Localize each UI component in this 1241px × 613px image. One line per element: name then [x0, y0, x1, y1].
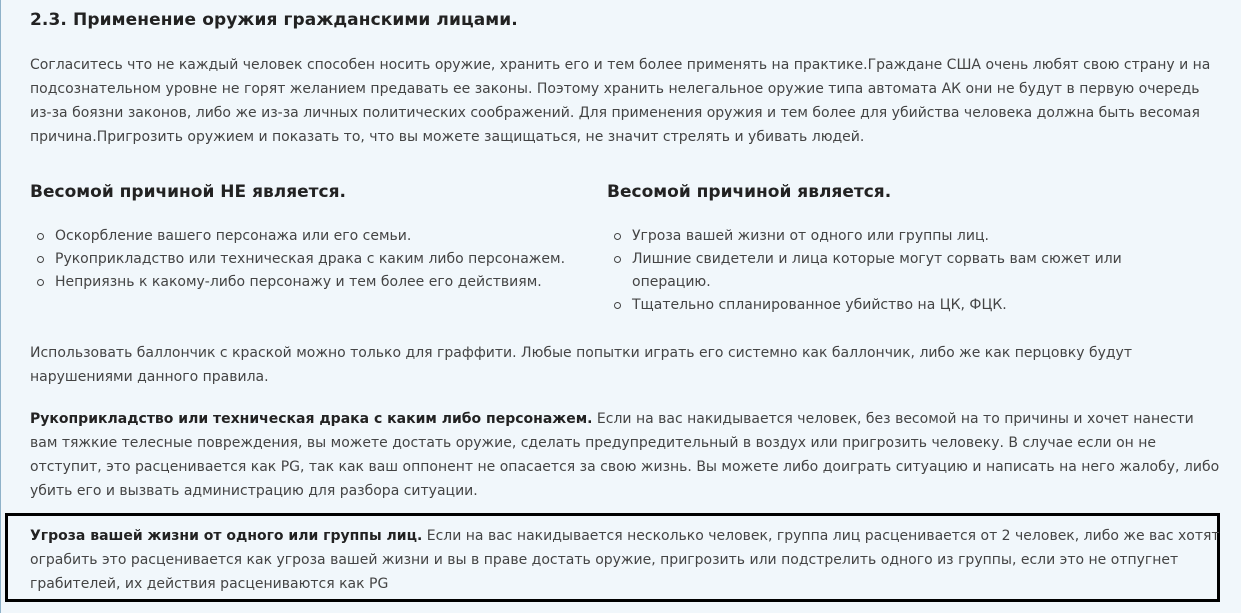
section-title: 2.3. Применение оружия гражданскими лицами. [30, 10, 518, 30]
list-item: Угроза вашей жизни от одного или группы лиц. [608, 225, 1168, 248]
fight-paragraph [30, 407, 1225, 503]
not-valid-list [31, 225, 591, 294]
list-item: Тщательно спланированное убийство на ЦК, ФЦК. [608, 294, 1168, 317]
not-valid-heading: Весомой причиной НЕ является. [30, 182, 346, 202]
threat-paragraph [30, 524, 1225, 596]
list-item: Неприязнь к какому-либо персонажу и тем более его действиям. [31, 271, 591, 294]
valid-heading: Весомой причиной является. [607, 182, 892, 202]
threat-paragraph-text: Если на вас накидывается несколько человек, группа лиц расценивается от 2 человек, либо же вас хотят ограбить это расценивается как угроза вашей жизни и вы в праве достать оружие, пригрозить или подстрелить одного из группы, если это не отпугнет грабителей, их действия расцениваются как PG [30, 528, 1220, 592]
list-item: Оскорбление вашего персонажа или его семьи. [31, 225, 591, 248]
spray-paragraph: Использовать баллончик с краской можно только для граффити. Любые попытки играть его системно как баллончик, либо же как перцовку будут нарушениями данного правила. [30, 345, 1132, 385]
fight-paragraph-text: Если на вас накидывается человек, без весомой на то причины и хочет нанести вам тяжкие телесные повреждения, вы можете достать оружие, сделать предупредительный в воздух или пригрозить человеку. В случае если он не отступит, это расценивается как PG, так как ваш оппонент не опасается за свою жизнь. Вы можете либо доиграть ситуацию и написать на него жалобу, либо убить его и вызвать администрацию для разбора ситуации. [30, 411, 1220, 499]
list-item: Лишние свидетели и лица которые могут сорвать вам сюжет или операцию. [608, 248, 1168, 294]
intro-paragraph: Согласитесь что не каждый человек способен носить оружие, хранить его и тем более применять на практике.Граждане США очень любят свою страну и на подсознательном уровне не горят желанием предавать ее законы. Поэтому хранить нелегальное оружие типа автомата АК они не будут в первую очередь из-за боязни законов, либо же из-за личных политических соображений. Для применения оружия и тем более для убийства человека должна быть весомая причина.Пригрозить оружием и показать то, что вы можете защищаться, не значит стрелять и убивать людей. [30, 57, 1211, 145]
fight-paragraph-lead: Рукоприкладство или техническая драка с каким либо персонажем. [30, 411, 593, 427]
valid-list [608, 225, 1168, 317]
list-item: Рукоприкладство или техническая драка с каким либо персонажем. [31, 248, 591, 271]
threat-paragraph-lead: Угроза вашей жизни от одного или группы лиц. [30, 528, 423, 544]
